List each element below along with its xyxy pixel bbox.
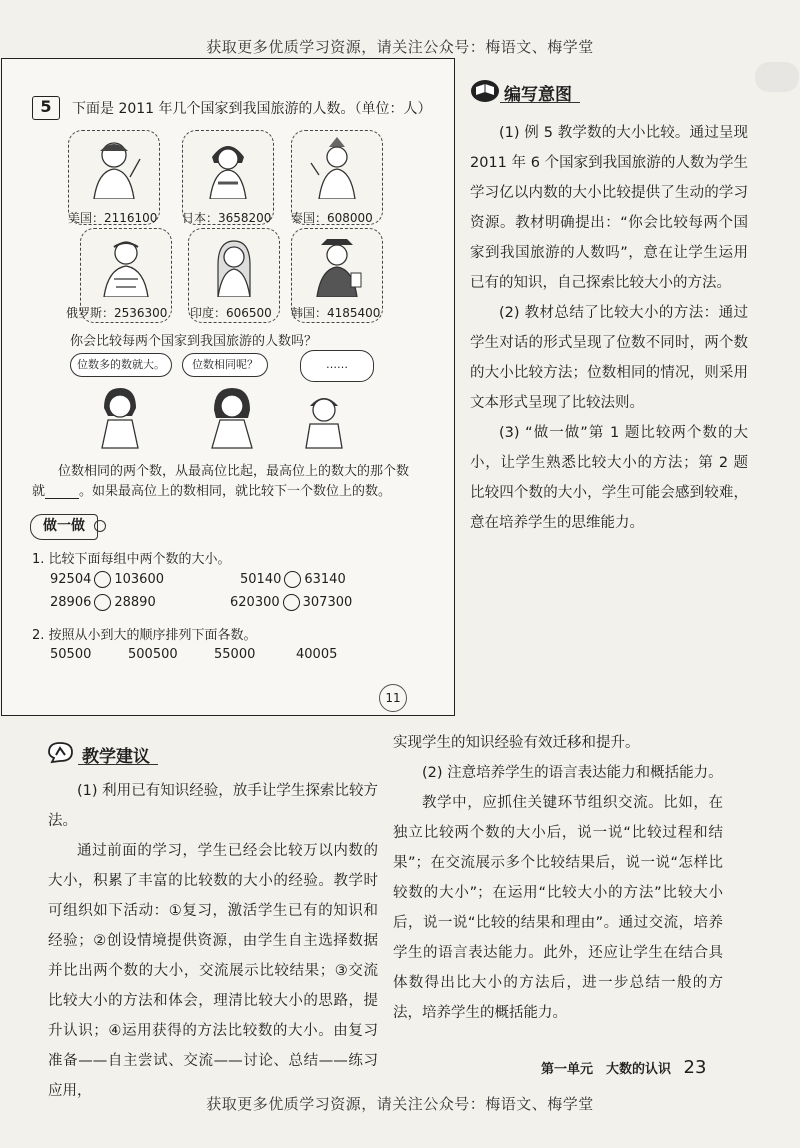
number-b: 307300: [302, 595, 353, 610]
example-title: 下面是 2011 年几个国家到我国旅游的人数。（单位：人）: [72, 101, 432, 117]
teaching-suggestions-left: [48, 776, 378, 1106]
practice-question-1: 1. 比较下面每组中两个数的大小。: [32, 552, 231, 567]
number-a: 28906: [50, 595, 92, 610]
speech-bubble-2: 位数相同呢？: [182, 353, 268, 377]
speech-bubble-1: 位数多的数就大。: [70, 353, 172, 377]
compare-circle[interactable]: [94, 571, 111, 588]
number-b: 63140: [304, 572, 346, 587]
writing-intent-title: 编写意图: [504, 85, 572, 105]
teaching-suggestions-title: 教学建议: [82, 747, 150, 767]
compare-circle[interactable]: [284, 571, 301, 588]
top-banner: 获取更多优质学习资源，请关注公众号：梅语文、梅学堂: [206, 38, 594, 56]
student-girl-icon: [204, 386, 260, 450]
paragraph: (2) 注意培养学生的语言表达能力和概括能力。: [422, 765, 723, 781]
answer-blank[interactable]: [45, 484, 79, 499]
comparison-rule-line1: 位数相同的两个数，从最高位比起，最高位上的数大的那个数: [58, 464, 410, 479]
order-number: 500500: [128, 647, 178, 662]
open-book-icon: [470, 79, 500, 103]
paragraph: 教学中，应抓住关键环节组织交流。比如，在独立比较两个数的大小后，说一说“比较过程和结果”；在交流展示多个比较结果后，说一说“怎样比较数的大小”；在运用“比较大小的方法”比较大小后，说一说“比较的结果和理由”。通过交流，培养学生的语言表达能力。此外，还应让学生在结合具体数得出比大小的方法后，进一步总结一般的方法，培养学生的概括能力。: [393, 795, 723, 1021]
title-underline: [78, 764, 158, 765]
paragraph: (1) 利用已有知识经验，放手让学生探索比较方法。: [48, 783, 378, 829]
title-underline: [500, 102, 580, 103]
compare-circle[interactable]: [94, 594, 111, 611]
bleed-through-decoration: [755, 62, 799, 92]
teaching-hand-icon: [46, 740, 76, 764]
paragraph: 通过前面的学习，学生已经会比较万以内数的大小，积累了丰富的比较数的大小的经验。教学时可组织如下活动：①复习，激活学生已有的知识和经验；②创设情境提供资源，由学生自主选择数据并比出两个数的大小，交流展示比较结果；③交流比较大小的方法和体会，理清比较大小的思路，提升认识；④运用获得的方法比较数的大小。由复习准备——自主尝试、交流——讨论、总结——练习应用，: [48, 843, 378, 1099]
practice-tab-icon: [94, 520, 106, 532]
tourist-figure-icon: [204, 235, 264, 297]
bottom-banner: 获取更多优质学习资源，请关注公众号：梅语文、梅学堂: [206, 1095, 594, 1113]
student-girl-icon: [92, 386, 148, 450]
number-a: 620300: [230, 595, 280, 610]
country-label: 日本：3658200: [182, 211, 272, 225]
order-number: 50500: [50, 647, 92, 662]
compare-pair-3: [50, 594, 156, 611]
compare-pair-1: [50, 571, 164, 588]
speech-bubble-3: ……: [300, 350, 374, 382]
tourist-figure-icon: [198, 137, 258, 199]
teaching-suggestions-right: [393, 728, 723, 1028]
page-number: 23: [683, 1057, 707, 1078]
paragraph: (1) 例 5 教学数的大小比较。通过呈现 2011 年 6 个国家到我国旅游的人数为学生学习亿以内数的大小比较提供了生动的学习资源。教材明确提出：“你会比较每两个国家到我国旅游的人数吗”，意在让学生运用已有的知识，自己探索比较大小的方法。: [470, 125, 748, 291]
tourist-figure-icon: [307, 137, 367, 199]
country-label: 韩国：4185400: [291, 306, 381, 320]
paragraph: (3) “做一做”第 1 题比较两个数的大小，让学生熟悉比较大小的方法；第 2 题比较四个数的大小，学生可能会感到较难，意在培养学生的思维能力。: [470, 425, 748, 531]
practice-label: 做一做: [30, 514, 98, 540]
order-number: 40005: [296, 647, 338, 662]
order-number: 55000: [214, 647, 256, 662]
example-number: 5: [32, 96, 60, 120]
unit-title: 第一单元 大数的认识: [541, 1062, 672, 1077]
country-label: 印度：606500: [190, 306, 272, 320]
practice-question-2: 2. 按照从小到大的顺序排列下面各数。: [32, 628, 257, 643]
tourist-figure-icon: [84, 137, 144, 199]
number-b: 28890: [114, 595, 156, 610]
continued-line: 实现学生的知识经验有效迁移和提升。: [393, 735, 640, 751]
country-label: 泰国：608000: [291, 211, 373, 225]
number-a: 50140: [240, 572, 282, 587]
rule-prefix: 就: [32, 484, 46, 499]
number-b: 103600: [114, 572, 164, 587]
tourist-figure-icon: [96, 235, 156, 297]
paragraph: (2) 教材总结了比较大小的方法：通过学生对话的形式呈现了位数不同时，两个数的大小比较方法；位数相同的情况，则采用文本形式呈现了比较法则。: [470, 305, 748, 411]
tourist-figure-icon: [307, 235, 367, 297]
rule-suffix: 。如果最高位上的数相同，就比较下一个数位上的数。: [79, 484, 392, 499]
textbook-page-number: 11: [379, 684, 407, 712]
page-footer: [541, 1057, 706, 1078]
comparison-rule-line2: [32, 480, 432, 499]
country-label: 俄罗斯：2536300: [66, 306, 168, 320]
comparison-question: 你会比较每两个国家到我国旅游的人数吗？: [70, 334, 318, 349]
country-label: 美国：2116100: [68, 211, 158, 225]
compare-circle[interactable]: [283, 594, 300, 611]
writing-intent-body: [470, 118, 748, 538]
compare-pair-4: [230, 594, 352, 611]
compare-pair-2: [240, 571, 346, 588]
student-boy-icon: [296, 390, 352, 450]
number-a: 92504: [50, 572, 92, 587]
